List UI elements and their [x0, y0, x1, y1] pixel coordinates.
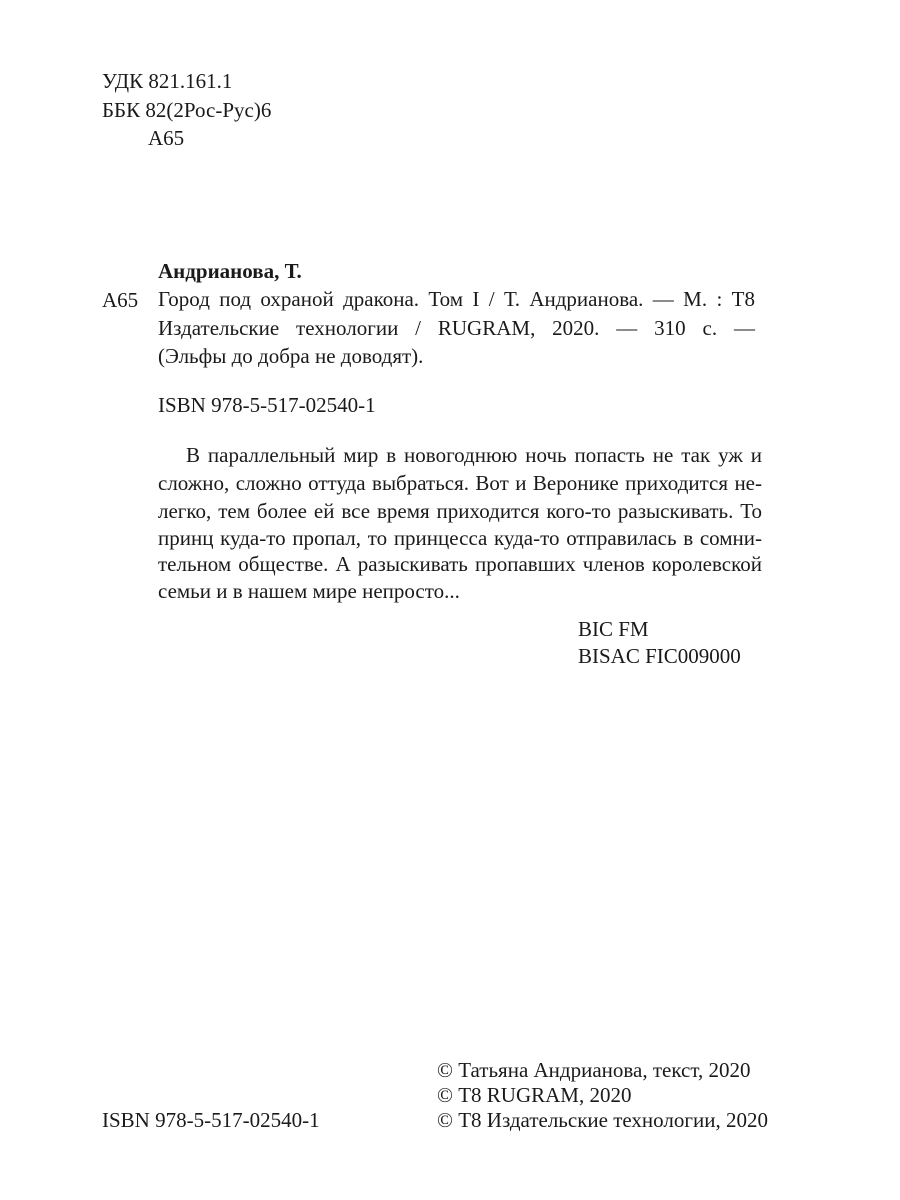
isbn-footer: ISBN 978-5-517-02540-1 — [102, 1108, 320, 1132]
copyright-line: © Татьяна Андрианова, текст, 2020 — [437, 1058, 751, 1082]
copyright-line: © Т8 Издательские технологии, 2020 — [437, 1108, 768, 1132]
isbn: ISBN 978-5-517-02540-1 — [158, 393, 376, 417]
author-sign: А65 — [102, 288, 139, 312]
bbk-code: ББК 82(2Рос-Рус)6 — [102, 98, 272, 122]
annotation-line: легко, тем более ей все время приходится кого-то разыскивать. То — [158, 499, 762, 523]
annotation-line: сложно, сложно оттуда выбраться. Вот и Веронике приходится не- — [158, 471, 762, 495]
annotation-line: тельном обществе. А разыскивать пропавших членов королевской — [158, 552, 762, 576]
udk-code: УДК 821.161.1 — [102, 69, 233, 93]
copyright-line: © Т8 RUGRAM, 2020 — [437, 1083, 632, 1107]
bibliographic-description-line: Город под охраной дракона. Том I / Т. Андрианова. — М. : Т8 — [158, 287, 755, 311]
author-sign-top: А65 — [148, 126, 185, 150]
bic-code: BIC FM — [578, 617, 649, 641]
bibliographic-description-line: Издательские технологии / RUGRAM, 2020. — 310 с. — — [158, 316, 755, 340]
annotation-line: В параллельный мир в новогоднюю ночь попасть не так уж и — [186, 443, 762, 467]
annotation-line: принц куда-то пропал, то принцесса куда-то отправилась в сомни- — [158, 526, 762, 550]
annotation-line: семьи и в нашем мире непросто... — [158, 579, 460, 603]
bibliographic-description-line: (Эльфы до добра не доводят). — [158, 344, 424, 368]
bisac-code: BISAC FIC009000 — [578, 644, 741, 668]
author-heading: Андрианова, Т. — [158, 259, 302, 283]
